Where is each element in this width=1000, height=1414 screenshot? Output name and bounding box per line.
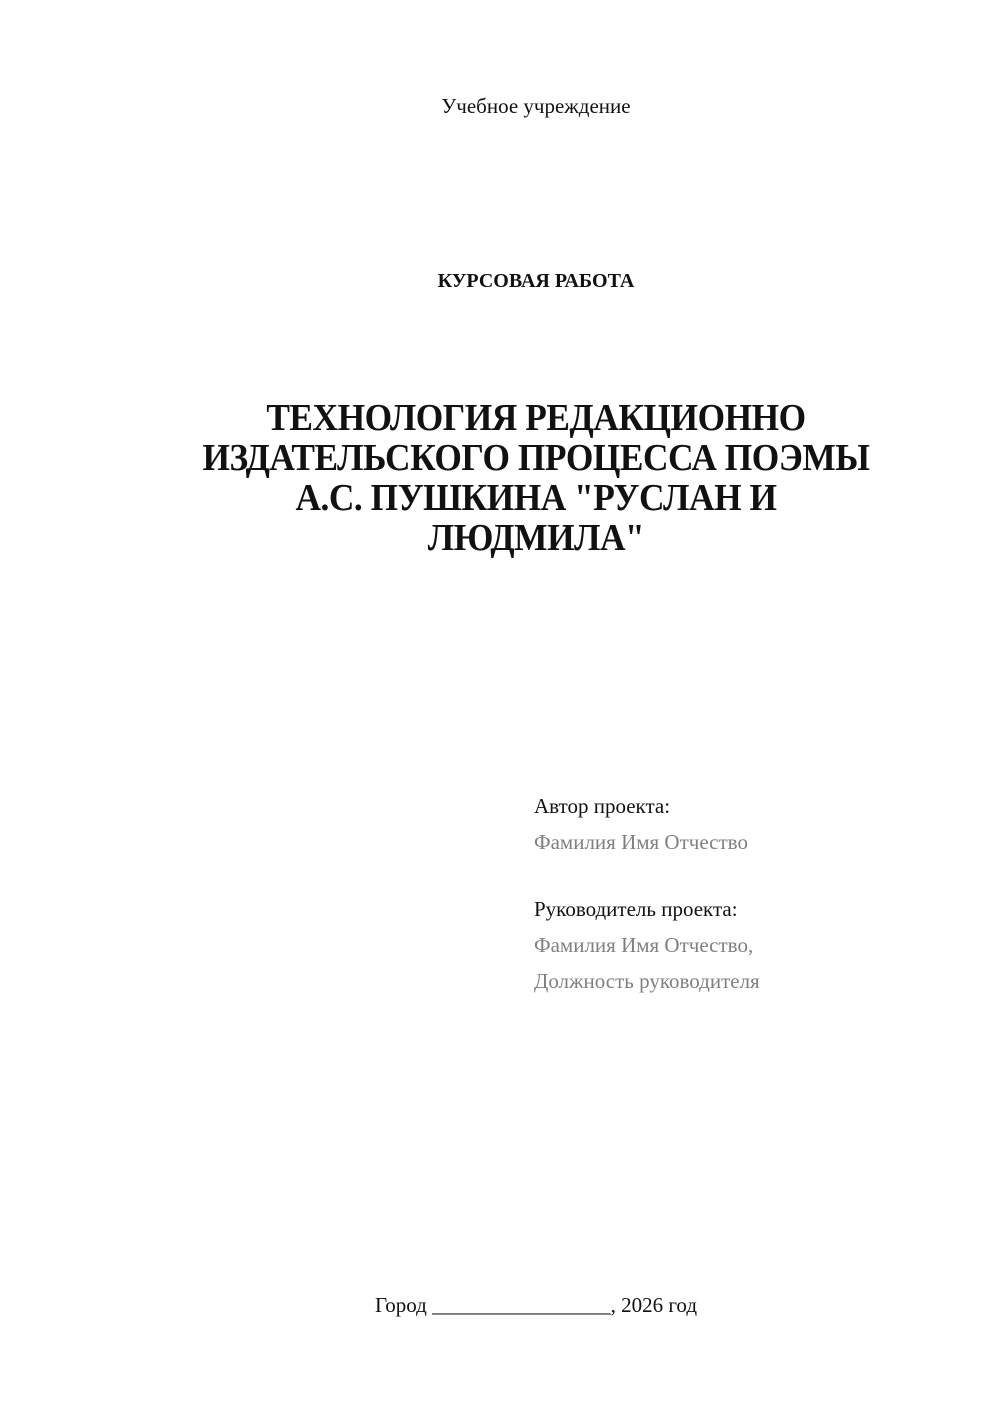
- city-blank: _________________: [432, 1293, 611, 1317]
- spacer: [534, 860, 760, 891]
- project-people-block: [534, 788, 760, 999]
- city-label: Город: [374, 1293, 427, 1317]
- year-text: , 2026 год: [610, 1293, 698, 1317]
- title-line: ТЕХНОЛОГИЯ РЕДАКЦИОННО: [266, 397, 806, 439]
- supervisor-name-placeholder: Фамилия Имя Отчество,: [534, 933, 754, 957]
- work-type-heading: КУРСОВАЯ РАБОТА: [437, 270, 635, 292]
- institution-name: Учебное учреждение: [441, 94, 631, 118]
- city-year-line: [0, 1291, 1000, 1319]
- supervisor-label: Руководитель проекта:: [534, 897, 738, 921]
- title-line: ИЗДАТЕЛЬСКОГО ПРОЦЕССА ПОЭМЫ: [202, 437, 870, 479]
- author-label: Автор проекта:: [534, 794, 671, 818]
- author-name-placeholder: Фамилия Имя Отчество: [534, 830, 748, 854]
- title-line: ЛЮДМИЛА": [427, 517, 645, 559]
- title-line: А.С. ПУШКИНА "РУСЛАН И: [295, 477, 777, 519]
- document-title: [177, 398, 895, 558]
- supervisor-position-placeholder: Должность руководителя: [534, 969, 760, 993]
